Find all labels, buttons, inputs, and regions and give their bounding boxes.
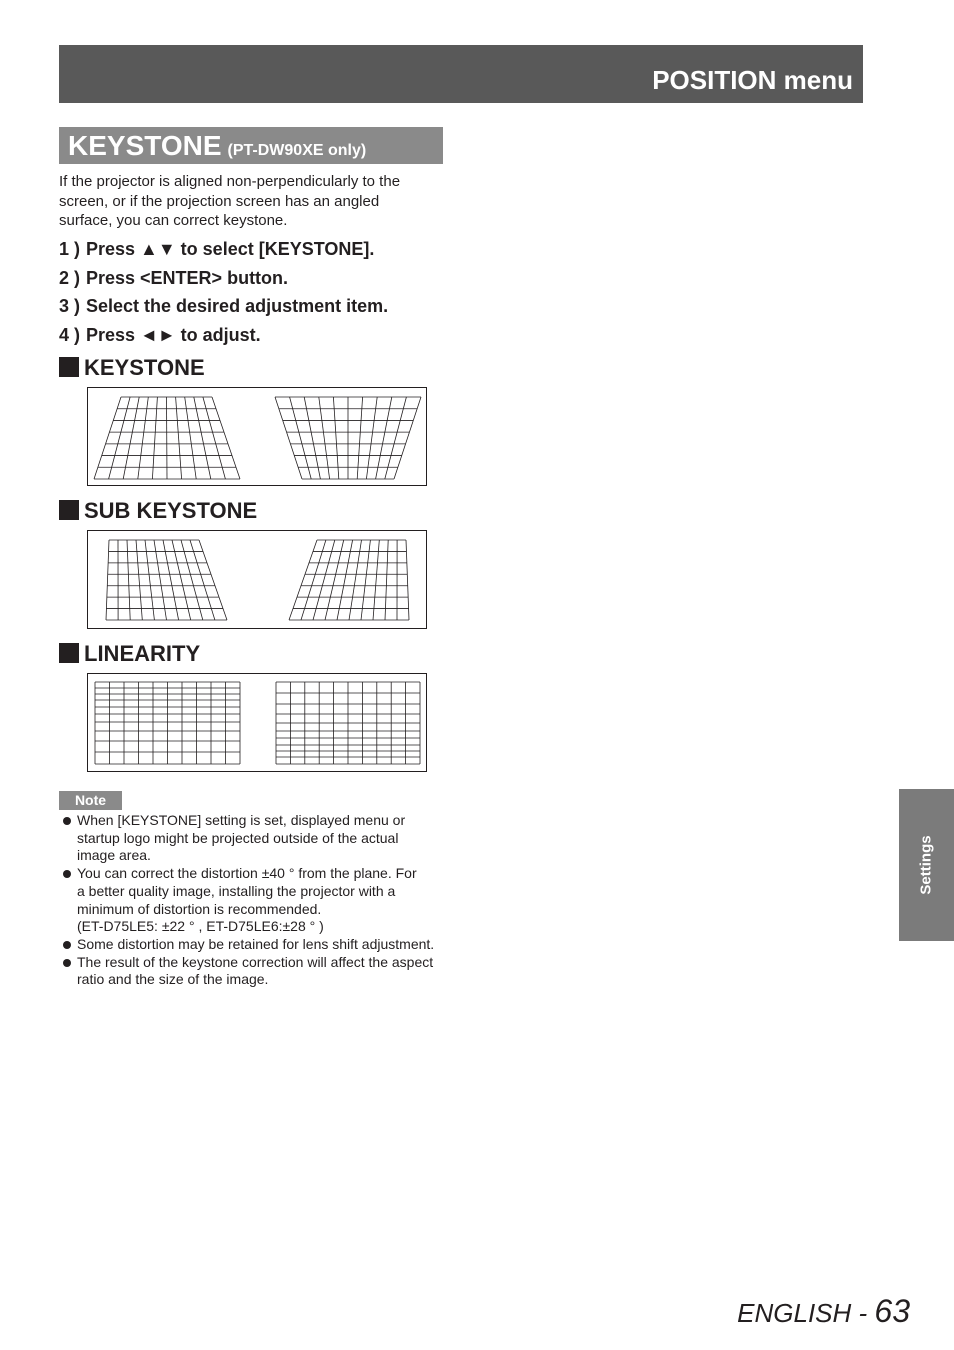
grid-line <box>154 540 167 620</box>
grid-line <box>385 540 388 620</box>
grid-line <box>163 540 179 620</box>
grid-line <box>406 540 409 620</box>
note-label: Note <box>59 791 122 810</box>
note-line: The result of the keystone correction will affect the aspect <box>77 953 434 970</box>
grid-line <box>385 397 407 479</box>
footer-separator: - <box>851 1298 875 1328</box>
note-item <box>59 936 451 954</box>
keystone-grid-figure <box>88 388 428 487</box>
intro-line: screen, or if the projection screen has an angled <box>59 192 380 210</box>
grid-line <box>361 540 370 620</box>
grid-line <box>172 540 191 620</box>
grid-line <box>94 397 121 479</box>
grid-line <box>199 540 227 620</box>
note-line: Some distortion may be retained for lens shift adjustment. <box>77 935 435 952</box>
grid-line <box>123 397 139 479</box>
step-text: Select the desired adjustment item. <box>86 296 389 316</box>
grid-line <box>373 540 379 620</box>
page-number: 63 <box>874 1293 910 1329</box>
note-line: When [KEYSTONE] setting is set, displayed menu or <box>77 812 406 828</box>
sub-keystone-diagram <box>87 530 427 629</box>
grid-line <box>106 540 109 620</box>
grid-line <box>152 397 157 479</box>
bullet-icon <box>63 870 71 878</box>
note-line: You can correct the distortion ±40 ° from the plane. For <box>77 865 417 882</box>
step-number: 1 ) <box>59 239 81 259</box>
grid-line <box>325 540 344 620</box>
section-title <box>68 130 366 167</box>
grid-line <box>203 397 226 479</box>
grid-line <box>313 540 335 620</box>
grid-line <box>394 397 421 479</box>
note-line: image area. <box>77 847 151 864</box>
grid-line <box>194 397 211 479</box>
intro-line: surface, you can correct keystone. <box>59 212 288 229</box>
heading-text: LINEARITY <box>84 641 201 666</box>
settings-side-tab <box>899 789 954 941</box>
bullet-icon <box>63 959 71 967</box>
footer-language: ENGLISH <box>737 1298 852 1328</box>
note-line: minimum of distortion is recommended. <box>77 900 322 917</box>
grid-line <box>136 540 142 620</box>
grid-line <box>176 397 182 479</box>
keystone-diagram <box>87 387 427 486</box>
step-item <box>59 294 449 323</box>
intro-line: If the projector is aligned non-perpendicularly to the <box>59 173 401 190</box>
grid-line <box>212 397 240 479</box>
grid-line <box>304 397 320 479</box>
step-number: 4 ) <box>59 324 81 345</box>
grid-line <box>337 540 353 620</box>
linearity-diagram <box>87 673 427 772</box>
grid-line <box>319 397 330 479</box>
side-tab-label: Settings <box>917 835 935 895</box>
step-text: Press <ENTER> button. <box>86 267 289 288</box>
note-item <box>59 865 451 936</box>
heading-square-icon <box>59 500 79 520</box>
note-item <box>59 954 451 989</box>
note-line: startup logo might be projected outside of the actual <box>77 829 399 846</box>
note-line: (ET-D75LE5: ±22 ° , ET-D75LE6:±28 ° ) <box>77 918 324 935</box>
heading-text: SUB KEYSTONE <box>84 498 258 523</box>
step-item <box>59 266 449 295</box>
section-title-text: KEYSTONE <box>68 130 222 161</box>
bullet-icon <box>63 817 71 825</box>
heading-square-icon <box>59 643 79 663</box>
header-bar <box>59 45 863 103</box>
heading-square-icon <box>59 357 79 377</box>
note-item <box>59 812 451 865</box>
grid-line <box>357 397 362 479</box>
step-item <box>59 237 449 266</box>
intro-paragraph <box>59 172 439 231</box>
note-line: ratio and the size of the image. <box>77 971 269 988</box>
grid-line <box>290 397 312 479</box>
page-footer <box>737 1293 910 1330</box>
step-number: 2 ) <box>59 267 81 288</box>
step-text: Press ▲▼ to select [KEYSTONE]. <box>86 239 375 259</box>
grid-line <box>138 397 149 479</box>
notes-list <box>59 812 451 989</box>
grid-line <box>185 397 197 479</box>
linearity-grid-figure <box>88 674 428 773</box>
section-subtitle: (PT-DW90XE only) <box>227 142 367 159</box>
step-text: Press ◄► to adjust. <box>86 324 261 345</box>
grid-line <box>349 540 362 620</box>
grid-line <box>376 397 392 479</box>
sub-keystone-grid-figure <box>88 531 428 630</box>
grid-line <box>333 397 338 479</box>
heading-text: KEYSTONE <box>84 355 205 380</box>
section-header <box>59 127 443 164</box>
step-item <box>59 323 449 352</box>
grid-line <box>145 540 154 620</box>
grid-line <box>109 397 131 479</box>
step-number: 3 ) <box>59 296 81 316</box>
grid-line <box>167 397 168 479</box>
steps-list <box>59 237 449 351</box>
note-line: a better quality image, installing the projector with a <box>77 882 396 899</box>
grid-line <box>301 540 326 620</box>
grid-line <box>289 540 317 620</box>
page-title: POSITION menu <box>652 65 853 95</box>
grid-line <box>127 540 130 620</box>
grid-line <box>190 540 215 620</box>
grid-line <box>366 397 377 479</box>
bullet-icon <box>63 941 71 949</box>
grid-line <box>181 540 203 620</box>
grid-line <box>275 397 302 479</box>
